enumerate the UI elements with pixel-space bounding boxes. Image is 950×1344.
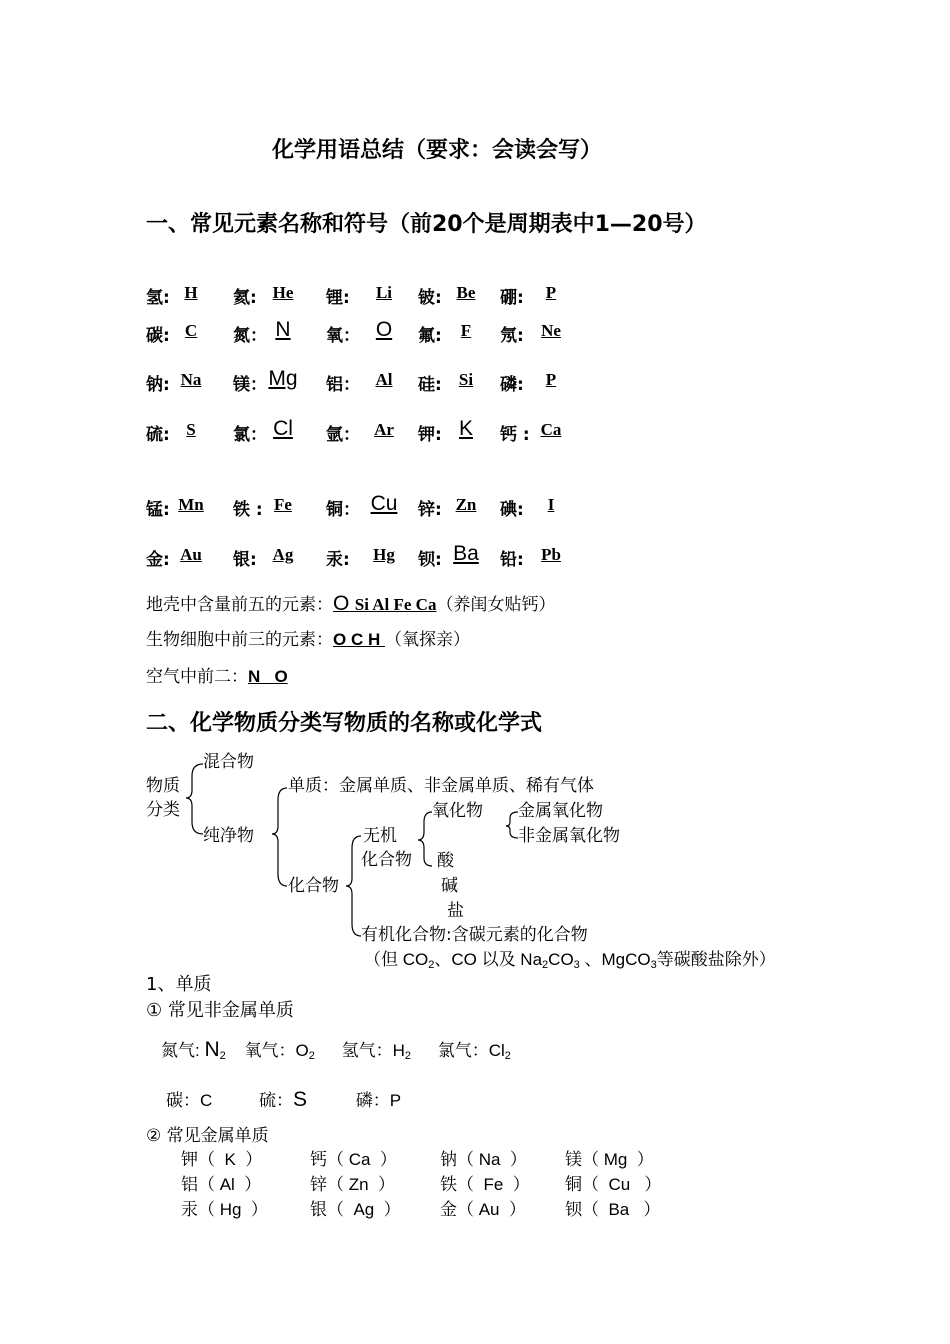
cell-label: 生物细胞中前三的元素：	[146, 630, 333, 650]
element-symbol: P	[545, 283, 557, 302]
exc-c: 、CO 以及 Na	[434, 950, 543, 969]
section2-heading: 二、化学物质分类写物质的名称或化学式	[146, 711, 543, 736]
metal-item: 铁（ Fe ）	[440, 1175, 530, 1194]
element-name: 铅:	[500, 550, 524, 570]
element-name: 钠:	[146, 375, 170, 395]
exc-g: 、MgCO	[579, 950, 651, 969]
nonmetal-heading: ① 常见非金属单质	[146, 1000, 294, 1021]
element-name: 钡:	[418, 550, 442, 570]
metal-item: 钠（ Na ）	[440, 1150, 527, 1169]
element-symbol: N	[275, 318, 291, 341]
element-symbol: Li	[375, 283, 393, 302]
metal-item: 镁（ Mg ）	[565, 1150, 654, 1169]
page-title: 化学用语总结（要求：会读会写）	[272, 138, 603, 163]
nonmetal-line-1	[161, 1040, 511, 1066]
cell-mnemonic: （氧探亲）	[384, 630, 470, 650]
metal-item: 铜（ Cu ）	[565, 1175, 662, 1194]
element-name: 氢:	[146, 288, 170, 308]
exc-h: 3	[650, 959, 657, 971]
n2-sub: 2	[219, 1050, 226, 1062]
element-symbol: F	[460, 321, 472, 340]
element-symbol: Fe	[274, 495, 292, 514]
cl2-label: 氯气：Cl	[437, 1041, 505, 1060]
element-symbol: Cu	[370, 492, 398, 515]
crust-first: O	[333, 592, 350, 615]
air-value: N O	[248, 667, 288, 686]
metal-item: 锌（ Zn ）	[310, 1175, 396, 1194]
element-symbol: Ne	[541, 321, 561, 340]
element-symbol: Hg	[373, 545, 395, 564]
element-name: 氯：	[233, 425, 267, 445]
metal-item: 钙（ Ca ）	[310, 1150, 397, 1169]
tree-inorganic-2: 化合物	[361, 850, 412, 870]
tree-mixture: 混合物	[203, 752, 254, 772]
element-symbol: Pb	[541, 545, 561, 564]
element-symbol: Mg	[268, 367, 298, 390]
element-name: 钾:	[418, 425, 442, 445]
n2-symbol: N	[204, 1038, 220, 1061]
nonmetal-line-2	[166, 1090, 401, 1111]
element-symbol: Be	[456, 283, 476, 302]
sub1-heading: 1、单质	[146, 974, 212, 995]
brace-root	[186, 764, 203, 834]
tree-metal-oxide: 金属氧化物	[518, 801, 603, 821]
element-name: 银:	[233, 550, 257, 570]
element-symbol: S	[186, 420, 196, 439]
exc-i: 等碳酸盐除外）	[656, 950, 776, 969]
element-symbol: K	[458, 417, 473, 440]
element-name: 锰:	[146, 500, 170, 520]
o2-sub: 2	[308, 1050, 315, 1062]
metal-heading: ② 常见金属单质	[146, 1126, 269, 1146]
p-label: 磷：P	[355, 1091, 402, 1110]
crust-mnemonic: （养闺女贴钙）	[436, 595, 556, 615]
n2-label: 氮气:	[161, 1041, 205, 1060]
element-name: 铝：	[326, 375, 360, 395]
tree-nonmetal-oxide: 非金属氧化物	[518, 826, 620, 846]
element-name: 汞:	[326, 550, 350, 570]
exc-e: CO	[548, 950, 574, 969]
metal-item: 银（ Ag ）	[310, 1200, 401, 1219]
element-symbol: Au	[180, 545, 202, 564]
cl2-sub: 2	[504, 1050, 511, 1062]
brace-inorganic	[418, 812, 432, 866]
element-name: 碳:	[146, 326, 170, 346]
element-name: 铜：	[326, 500, 360, 520]
element-symbol: I	[547, 495, 555, 514]
element-name: 氦:	[233, 288, 257, 308]
crust-label: 地壳中含量前五的元素：	[146, 595, 333, 615]
element-symbol: Ba	[453, 542, 479, 565]
exc-a: （但 CO	[364, 950, 429, 969]
element-name: 锂:	[326, 288, 350, 308]
element-name: 钙 :	[500, 425, 530, 445]
brace-compound	[346, 836, 361, 936]
metal-item: 钡（ Ba ）	[565, 1200, 661, 1219]
crust-rest: Si Al Fe Ca	[354, 595, 437, 614]
exc-f: 3	[573, 959, 580, 971]
element-name: 氟:	[418, 326, 442, 346]
tree-base: 碱	[441, 876, 458, 896]
tree-root-1: 物质	[146, 776, 180, 796]
element-symbol: C	[184, 321, 198, 340]
element-symbol: Ag	[272, 545, 294, 564]
tree-exception	[364, 950, 776, 975]
element-symbol: Na	[180, 370, 202, 389]
h2-label: 氢气：H	[341, 1041, 405, 1060]
element-symbol: Al	[375, 370, 393, 389]
element-symbol: Zn	[455, 495, 477, 514]
element-symbol: He	[272, 283, 294, 302]
exc-b: 2	[428, 959, 435, 971]
element-symbol: Ar	[374, 420, 394, 439]
element-name: 硫:	[146, 425, 170, 445]
element-name: 金:	[146, 550, 170, 570]
element-name: 铁 :	[233, 500, 263, 520]
s-symbol: S	[293, 1088, 308, 1111]
h2-sub: 2	[404, 1050, 411, 1062]
tree-compound: 化合物	[288, 876, 339, 896]
o2-label: 氧气：O	[244, 1041, 309, 1060]
metal-item: 铝（ Al ）	[181, 1175, 262, 1194]
element-name: 氧：	[326, 326, 360, 346]
element-name: 硼:	[500, 288, 524, 308]
element-symbol: O	[375, 318, 393, 341]
metal-item: 金（ Au ）	[440, 1200, 526, 1219]
brace-pure	[272, 788, 287, 886]
element-symbol: Cl	[273, 417, 293, 440]
exc-d: 2	[542, 959, 549, 971]
air-label: 空气中前二：	[146, 667, 248, 687]
element-name: 氖:	[500, 326, 524, 346]
tree-inorganic-1: 无机	[363, 826, 397, 846]
element-name: 铍:	[418, 288, 442, 308]
element-name: 锌:	[418, 500, 442, 520]
element-symbol: Mn	[178, 495, 204, 514]
tree-organic: 有机化合物:含碳元素的化合物	[361, 925, 588, 945]
element-name: 氮：	[233, 326, 267, 346]
element-name: 硅:	[418, 375, 442, 395]
tree-simple: 单质：金属单质、非金属单质、稀有气体	[288, 776, 594, 796]
element-symbol: H	[184, 283, 198, 302]
element-name: 碘:	[500, 500, 524, 520]
element-symbol: Si	[458, 370, 474, 389]
element-name: 磷:	[500, 375, 524, 395]
element-symbol: P	[545, 370, 557, 389]
metal-item: 汞（ Hg ）	[181, 1200, 268, 1219]
s-label: 硫：	[259, 1091, 294, 1110]
tree-acid: 酸	[437, 851, 454, 871]
element-name: 镁：	[233, 375, 267, 395]
element-name: 氩：	[326, 425, 360, 445]
brace-oxide	[506, 812, 518, 838]
tree-root-2: 分类	[146, 800, 180, 820]
cell-value: O C H	[333, 630, 385, 649]
element-symbol: Ca	[540, 420, 562, 439]
c-label: 碳：C	[166, 1091, 213, 1110]
section1-heading: 一、常见元素名称和符号（前20个是周期表中1—20号）	[146, 212, 707, 237]
tree-salt: 盐	[447, 901, 464, 921]
tree-pure: 纯净物	[203, 826, 254, 846]
tree-oxide: 氧化物	[432, 801, 483, 821]
metal-item: 钾（ K ）	[181, 1150, 263, 1169]
